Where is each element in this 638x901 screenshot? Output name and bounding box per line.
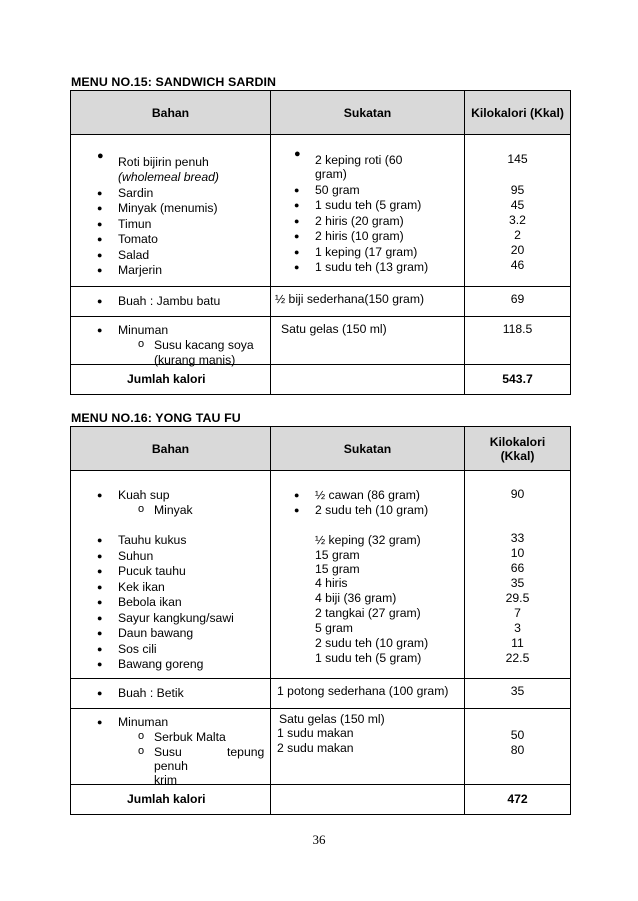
list-item: penuh bbox=[154, 759, 188, 773]
list-item: ● Salad bbox=[118, 248, 149, 262]
kalori-value: 29.5 bbox=[505, 591, 530, 605]
list-item: ● Bebola ikan bbox=[118, 595, 182, 609]
list-item: 15 gram bbox=[315, 562, 360, 576]
list-item: ● 1 keping (17 gram) bbox=[315, 245, 417, 259]
list-item: ● 1 sudu teh (5 gram) bbox=[315, 198, 421, 212]
list-item: 2 tangkai (27 gram) bbox=[315, 606, 421, 620]
list-item: ● Bawang goreng bbox=[118, 657, 203, 671]
list-item: ● Kek ikan bbox=[118, 580, 165, 594]
total-value: 472 bbox=[507, 792, 528, 806]
list-item: ● Minyak (menumis) bbox=[118, 201, 218, 215]
total-label: Jumlah kalori bbox=[127, 792, 206, 806]
list-item: o Minyak bbox=[154, 503, 193, 517]
kalori-value: 66 bbox=[510, 561, 525, 575]
list-item: gram) bbox=[315, 167, 347, 181]
menu16-title: MENU NO.16: YONG TAU FU bbox=[71, 411, 241, 425]
menu15-table bbox=[70, 90, 571, 395]
kalori-value: 35 bbox=[510, 576, 525, 590]
header-kilokalori: Kilokalori (Kkal) bbox=[465, 91, 571, 135]
total-value: 543.7 bbox=[502, 372, 533, 386]
list-item: ● Tauhu kukus bbox=[118, 533, 186, 547]
kalori-value: 145 bbox=[507, 152, 528, 166]
list-item: ● Sardin bbox=[118, 186, 153, 200]
kalori-value: 45 bbox=[510, 198, 525, 212]
list-item: o Serbuk Malta bbox=[154, 730, 226, 744]
kalori-value: 3 bbox=[514, 621, 521, 635]
kalori-value: 95 bbox=[510, 183, 525, 197]
kalori-value: 11 bbox=[511, 636, 524, 650]
kalori-value: 3.2 bbox=[509, 213, 526, 227]
list-item: ● Daun bawang bbox=[118, 626, 193, 640]
total-label: Jumlah kalori bbox=[127, 372, 206, 386]
list-item: ● Suhun bbox=[118, 549, 153, 563]
kalori-value: 46 bbox=[510, 258, 525, 272]
kalori-value: 10 bbox=[510, 546, 525, 560]
minuman-sukatan: Satu gelas (150 ml) bbox=[279, 712, 385, 726]
list-item: ● Timun bbox=[118, 217, 151, 231]
minuman-label: ● Minuman bbox=[118, 323, 168, 337]
header-sukatan: Sukatan bbox=[271, 427, 465, 471]
list-item: ● Tomato bbox=[118, 232, 158, 246]
kalori-value: 90 bbox=[510, 487, 525, 501]
minuman-sukatan: Satu gelas (150 ml) bbox=[281, 322, 387, 336]
list-item: ● 2 hiris (20 gram) bbox=[315, 214, 404, 228]
header-kilokalori: Kilokalori (Kkal) bbox=[465, 427, 571, 471]
minuman-sukatan: 1 sudu makan bbox=[277, 726, 354, 740]
list-item: 15 gram bbox=[315, 548, 360, 562]
menu16-table bbox=[70, 426, 571, 815]
buah-sukatan: 1 potong sederhana (100 gram) bbox=[277, 684, 449, 698]
list-item: o Susu bbox=[154, 745, 182, 759]
list-item: 2 sudu teh (10 gram) bbox=[315, 636, 429, 650]
list-item: ● 2 hiris (10 gram) bbox=[315, 229, 404, 243]
list-item: ● Marjerin bbox=[118, 263, 162, 277]
kalori-value: 7 bbox=[514, 606, 521, 620]
list-item: tepung bbox=[227, 745, 265, 759]
list-item: (kurang manis) bbox=[154, 353, 236, 367]
list-item: 4 hiris bbox=[315, 576, 348, 590]
list-item: o Susu kacang soya bbox=[154, 338, 254, 352]
kalori-value: 22.5 bbox=[505, 651, 530, 665]
list-item: krim bbox=[154, 773, 178, 787]
buah-kalori: 35 bbox=[510, 684, 525, 698]
list-item: ● Sos cili bbox=[118, 642, 157, 656]
list-item: 5 gram bbox=[315, 621, 353, 635]
list-item: ● 1 sudu teh (13 gram) bbox=[315, 260, 428, 274]
list-item: ½ keping (32 gram) bbox=[315, 533, 421, 547]
kalori-value: 33 bbox=[510, 531, 525, 545]
list-item: ● 2 sudu teh (10 gram) bbox=[315, 503, 428, 517]
header-sukatan: Sukatan bbox=[271, 91, 465, 135]
list-item: ● Roti bijirin penuh bbox=[118, 155, 209, 169]
buah-kalori: 69 bbox=[510, 292, 525, 306]
minuman-kalori: 50 bbox=[510, 728, 525, 742]
list-item: ● ½ cawan (86 gram) bbox=[315, 488, 420, 502]
list-item: ● Sayur kangkung/sawi bbox=[118, 611, 234, 625]
buah-sukatan: ½ biji sederhana(150 gram) bbox=[275, 292, 425, 306]
list-item: ● 50 gram bbox=[315, 183, 360, 197]
menu15-title: MENU NO.15: SANDWICH SARDIN bbox=[71, 75, 277, 89]
list-item: ● Pucuk tauhu bbox=[118, 564, 186, 578]
header-bahan: Bahan bbox=[71, 427, 271, 471]
kalori-value: 20 bbox=[510, 243, 525, 257]
minuman-sukatan: 2 sudu makan bbox=[277, 741, 354, 755]
minuman-kalori: 80 bbox=[510, 743, 525, 757]
page-number: 36 bbox=[312, 832, 326, 847]
kalori-value: 2 bbox=[514, 228, 521, 242]
minuman-kalori: 118.5 bbox=[502, 322, 533, 336]
minuman-label: ● Minuman bbox=[118, 715, 168, 729]
buah-label: ● Buah : Betik bbox=[118, 686, 184, 700]
list-item: ● 2 keping roti (60 bbox=[315, 153, 402, 167]
list-item: ● Kuah sup bbox=[118, 488, 170, 502]
buah-label: ● Buah : Jambu batu bbox=[118, 294, 220, 308]
list-item: 4 biji (36 gram) bbox=[315, 591, 397, 605]
header-bahan: Bahan bbox=[71, 91, 271, 135]
list-item: 1 sudu teh (5 gram) bbox=[315, 651, 422, 665]
list-item: (wholemeal bread) bbox=[118, 170, 219, 184]
